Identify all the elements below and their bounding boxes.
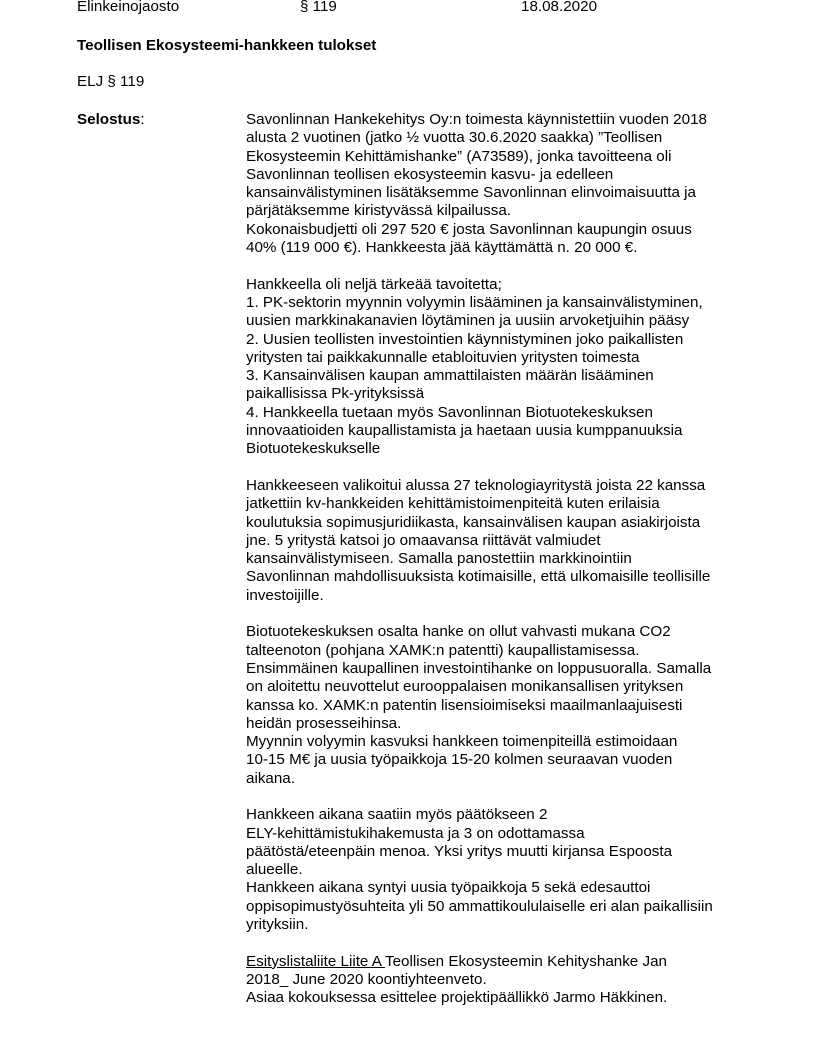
attachment-title-start: Teollisen Ekosysteemin Kehityshanke Jan	[385, 952, 667, 970]
description-body	[246, 111, 746, 1026]
paragraph-line: kansainvälistymiseen. Samalla panostettiin markkinointiin	[246, 550, 632, 568]
attachment-line-2: 2018_ June 2020 koontiyhteenveto.	[246, 970, 487, 988]
paragraph-line: Savonlinnan mahdollisuuksista kotimaisille, että ulkomaisille teollisille	[246, 568, 711, 586]
document-title: Teollisen Ekosysteemi-hankkeen tulokset	[77, 37, 377, 54]
paragraph-line: alueelle.	[246, 861, 303, 879]
paragraph	[246, 477, 746, 605]
paragraph	[246, 276, 746, 459]
paragraph-line: alusta 2 vuotinen (jatko ½ vuotta 30.6.2020 saakka) ”Teollisen	[246, 129, 663, 147]
paragraph-line: Savonlinnan Hankekehitys Oy:n toimesta käynnistettiin vuoden 2018	[246, 111, 707, 128]
selostus-label	[77, 111, 145, 129]
paragraph-line: uusien markkinakanavien löytäminen ja uusiin arvoketjuihin pääsy	[246, 312, 690, 330]
paragraph-line: Hankkeen aikana saatiin myös päätökseen 2	[246, 806, 548, 824]
paragraph-line: heidän prosesseihinsa.	[246, 714, 402, 732]
selostus-label-colon: :	[140, 111, 145, 128]
paragraph-line: 3. Kansainvälisen kaupan ammattilaisten määrän lisääminen	[246, 367, 654, 385]
attachment-paragraph	[246, 953, 746, 1008]
paragraph-line: Savonlinnan teollisen ekosysteemin kasvu- ja edelleen	[246, 165, 614, 183]
paragraphs	[246, 111, 746, 934]
paragraph	[246, 623, 746, 788]
paragraph	[246, 806, 746, 934]
paragraph-line: 2. Uusien teollisten investointien käynnistyminen joko paikallisten	[246, 330, 684, 348]
paragraph-line: jatkettiin kv-hankkeiden kehittämistoimenpiteitä kuten erilaisia	[246, 495, 660, 513]
section-code: ELJ § 119	[77, 73, 145, 90]
selostus-label-text: Selostus	[77, 111, 141, 128]
paragraph-line: 10-15 M€ ja uusia työpaikkoja 15-20 kolmen seuraavan vuoden	[246, 751, 673, 769]
paragraph-line: 40% (119 000 €). Hankkeesta jää käyttämättä n. 20 000 €.	[246, 239, 638, 257]
paragraph-line: Ensimmäinen kaupallinen investointihanke on loppusuoralla. Samalla	[246, 659, 712, 677]
paragraph-line: on aloitettu neuvottelut eurooppalaisen monikansallisen yrityksen	[246, 678, 684, 696]
paragraph	[246, 111, 746, 257]
paragraph-line: Kokonaisbudjetti oli 297 520 € josta Savonlinnan kaupungin osuus	[246, 220, 692, 238]
paragraph-line: talteenoton (pohjana XAMK:n patentti) kaupallistamisessa.	[246, 641, 640, 659]
paragraph-line: jne. 5 yritystä katsoi jo omaavansa riittävät valmiudet	[246, 531, 601, 549]
paragraph-line: aikana.	[246, 769, 295, 787]
paragraph-line: Hankkeen aikana syntyi uusia työpaikkoja 5 sekä edesauttoi	[246, 879, 651, 897]
paragraph-line: oppisopimustyösuhteita yli 50 ammattikoululaiselle eri alan paikallisiin	[246, 897, 713, 915]
paragraph-line: innovaatioiden kaupallistamista ja haetaan uusia kumppanuuksia	[246, 422, 683, 440]
paragraph-line: kanssa ko. XAMK:n patentin lisensioimiseksi maailmanlaajuisesti	[246, 696, 683, 714]
paragraph-line: Hankkeella oli neljä tärkeää tavoitetta;	[246, 275, 502, 293]
paragraph-line: yritysten tai paikkakunnalle etabloituvien yritysten toimesta	[246, 348, 640, 366]
paragraph-line: kansainvälistyminen lisätäksemme Savonlinnan elinvoimaisuutta ja	[246, 184, 696, 202]
paragraph-line: Biotuotekeskukselle	[246, 440, 381, 458]
paragraph-line: investoijille.	[246, 586, 324, 604]
paragraph-line: Myynnin volyymin kasvuksi hankkeen toimenpiteillä estimoidaan	[246, 733, 678, 751]
paragraph-line: Biotuotekeskuksen osalta hanke on ollut vahvasti mukana CO2	[246, 623, 671, 641]
paragraph-line: ELY-kehittämistukihakemusta ja 3 on odottamassa	[246, 824, 585, 842]
paragraph-line: Hankkeeseen valikoitui alussa 27 teknologiayritystä joista 22 kanssa	[246, 476, 706, 494]
attachment-link[interactable]: Esityslistaliite Liite A	[246, 952, 385, 970]
paragraph-line: yrityksiin.	[246, 916, 309, 934]
paragraph-line: koulutuksia sopimusjuridiikasta, kansainvälisen kaupan asiakirjoista	[246, 513, 701, 531]
paragraph-line: Ekosysteemin Kehittämishanke” (A73589), jonka tavoitteena oli	[246, 147, 672, 165]
paragraph-line: päätöstä/eteenpäin menoa. Yksi yritys muutti kirjansa Espoosta	[246, 842, 673, 860]
header-body: Elinkeinojaosto	[77, 0, 180, 15]
attachment-line-3: Asiaa kokouksessa esittelee projektipäällikkö Jarmo Häkkinen.	[246, 989, 668, 1007]
paragraph-line: 1. PK-sektorin myynnin volyymin lisääminen ja kansainvälistyminen,	[246, 293, 703, 311]
header-date: 18.08.2020	[521, 0, 598, 15]
paragraph-line: paikallisissa Pk-yrityksissä	[246, 385, 425, 403]
paragraph-line: pärjätäksemme kiristyvässä kilpailussa.	[246, 202, 512, 220]
header-section: § 119	[300, 0, 337, 15]
attachment-line-1	[246, 953, 746, 971]
paragraph-line: 4. Hankkeella tuetaan myös Savonlinnan Biotuotekeskuksen	[246, 403, 653, 421]
